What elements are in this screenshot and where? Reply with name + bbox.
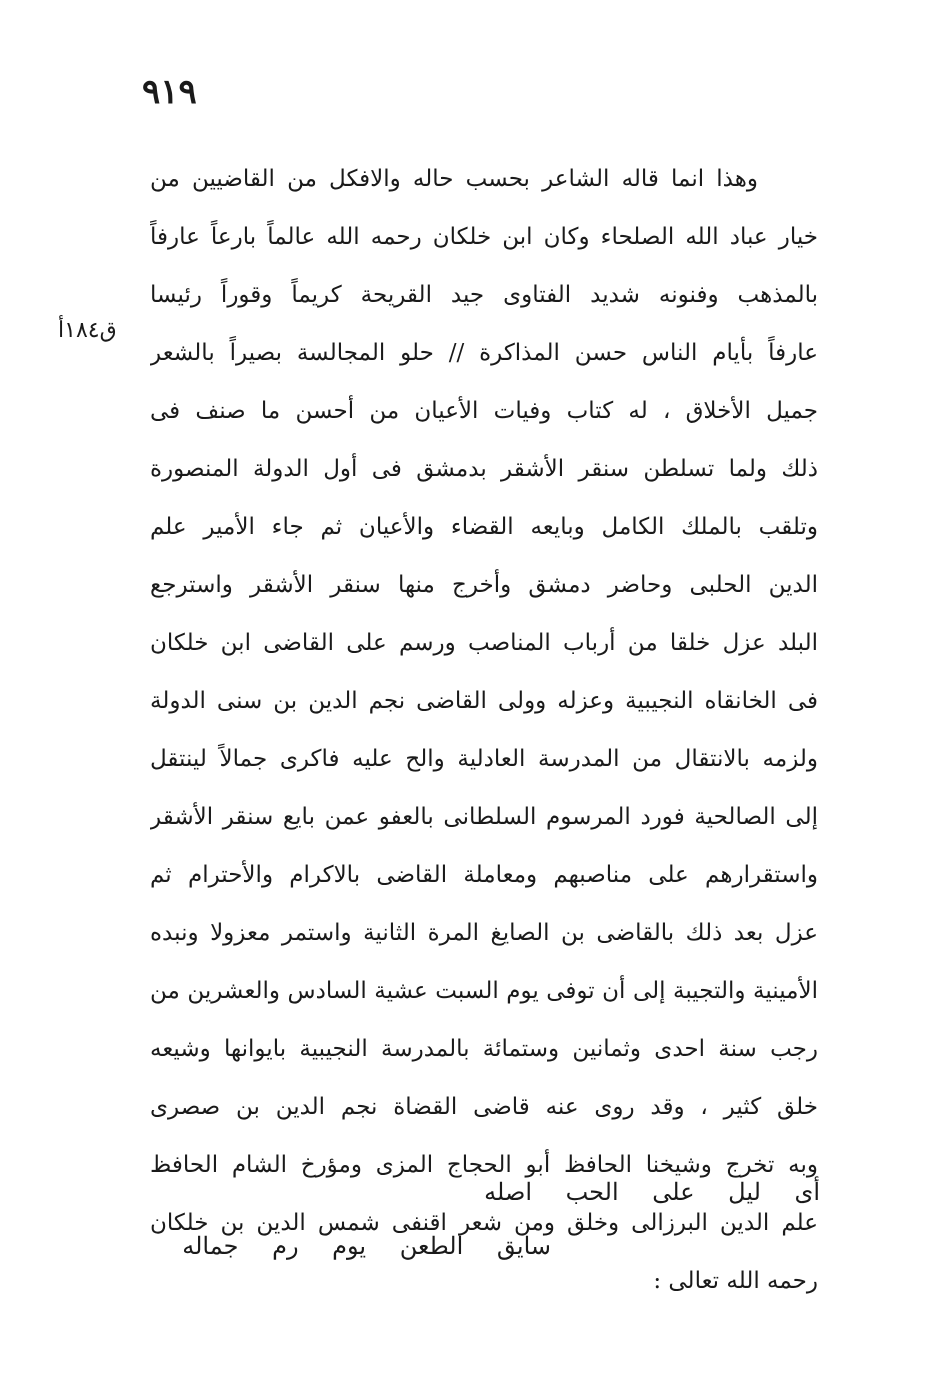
text-line: بالمذهب وفنونه شديد الفتاوى جيد القريحة كريماً وقوراً رئيسا [150, 282, 818, 308]
text-line: عارفاً بأيام الناس حسن المذاكرة // حلو المجالسة بصيراً بالشعر [150, 340, 818, 366]
text-line: الأمينية والتجيبة إلى أن توفى يوم السبت عشية السادس والعشرين من [150, 978, 818, 1004]
text-line: ولزمه بالانتقال من المدرسة العادلية والح عليه فاكرى جمالاً لينتقل [150, 746, 818, 772]
poem-verse-2: سايق الطعن يوم رم جماله [182, 1232, 551, 1260]
text-line: رجب سنة احدى وثمانين وستمائة بالمدرسة النجيبية بايوانها وشيعه [150, 1036, 818, 1062]
text-line: رحمه الله تعالى : [653, 1268, 818, 1294]
text-line: وتلقب بالملك الكامل وبايعه القضاء والأعيان ثم جاء الأمير علم [150, 514, 818, 540]
text-line: جميل الأخلاق ، له كتاب وفيات الأعيان من أحسن ما صنف فى [150, 398, 818, 424]
text-line: عزل بعد ذلك بالقاضى بن الصايغ المرة الثانية واستمر معزولا ونبده [150, 920, 818, 946]
body-text [150, 150, 818, 1310]
text-line: إلى الصالحية فورد المرسوم السلطانى بالعفو عمن بايع سنقر الأشقر [150, 804, 818, 830]
text-line: واستقرارهم على مناصبهم ومعاملة القاضى بالاكرام والأحترام ثم [150, 862, 818, 888]
text-line: البلد عزل خلقا من أرباب المناصب ورسم على القاضى ابن خلكان [150, 630, 818, 656]
text-line: خيار عباد الله الصلحاء وكان ابن خلكان رحمه الله عالماً بارعاً عارفاً [150, 224, 818, 250]
text-line: وهذا انما قاله الشاعر بحسب حاله والافكل من القاضيين من [150, 166, 758, 192]
text-line: فى الخانقاه النجيبية وعزله وولى القاضى نجم الدين بن سنى الدولة [150, 688, 818, 714]
margin-folio-note: ق١٨٤أ [58, 318, 117, 343]
text-line: الدين الحلبى وحاضر دمشق وأخرج منها سنقر الأشقر واسترجع [150, 572, 818, 598]
poem-verse-1: أى ليل على الحب اصله [484, 1178, 820, 1206]
text-line: ذلك ولما تسلطن سنقر الأشقر بدمشق فى أول الدولة المنصورة [150, 456, 818, 482]
text-line: علم الدين البرزالى وخلق ومن شعر اقنفى شمس الدين بن خلكان [150, 1210, 818, 1236]
text-line: خلق كثير ، وقد روى عنه قاضى القضاة نجم الدين بن صصرى [150, 1094, 818, 1120]
text-line: وبه تخرج وشيخنا الحافظ أبو الحجاج المزى ومؤرخ الشام الحافظ [150, 1152, 818, 1178]
page-number: ٩١٩ [142, 72, 197, 112]
